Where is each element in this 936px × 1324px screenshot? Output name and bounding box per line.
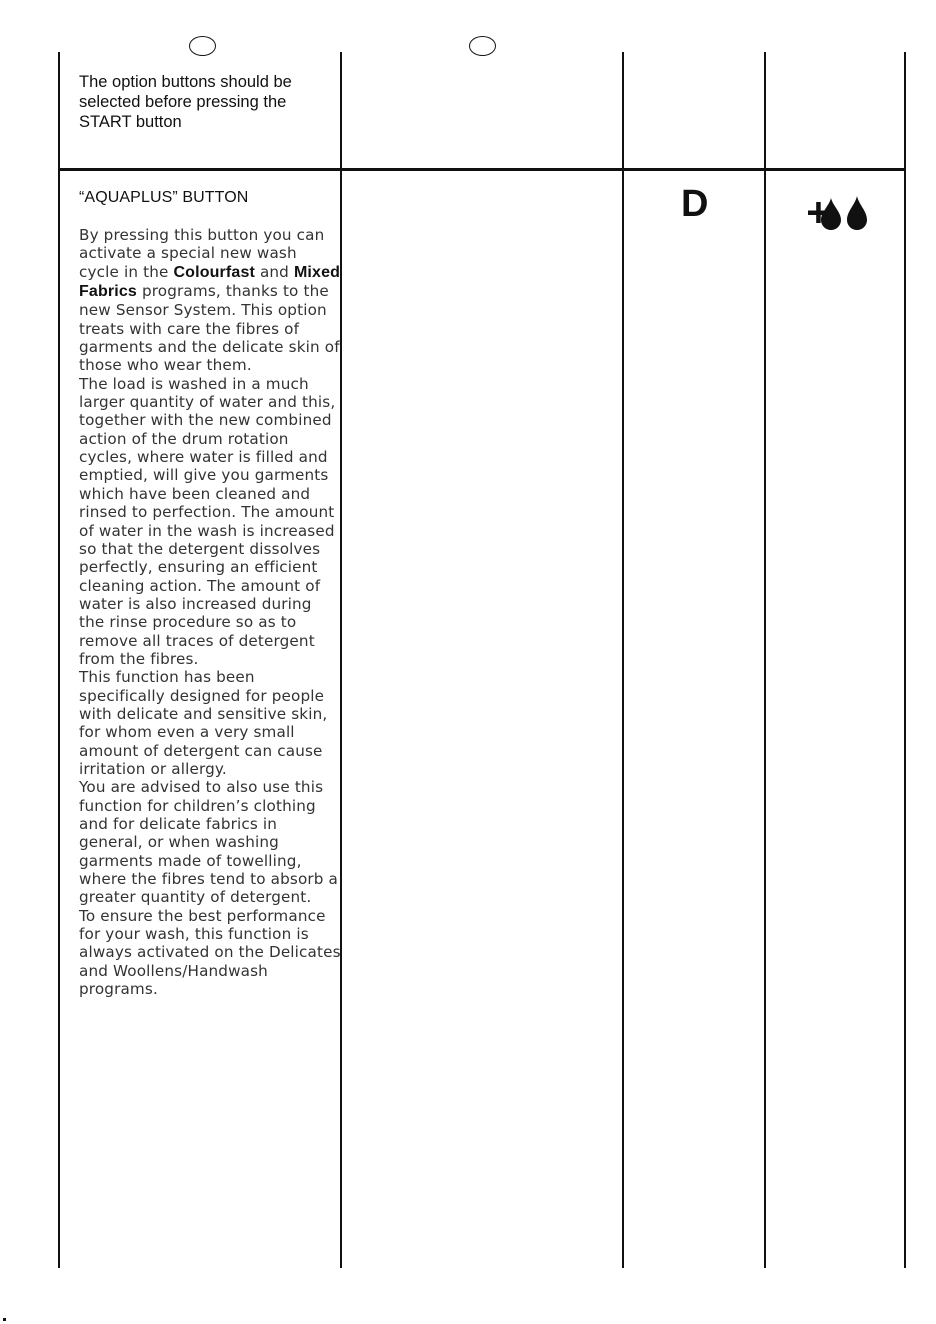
language-circle-2 xyxy=(469,36,496,56)
option-buttons-note: The option buttons should be selected before pressing the START button xyxy=(79,73,292,131)
paragraph-sensitive-skin: This function has been specifically designed for people with delicate and sensitive skin, for whom even a very small amount of detergent can cause irritation or allergy. xyxy=(79,668,328,778)
section-title: “AQUAPLUS” BUTTON xyxy=(79,189,249,206)
program-name-colourfast: Colourfast xyxy=(173,263,255,281)
program-name-mixed-fabrics: Mixed Fabrics xyxy=(79,263,341,301)
plus-water-drops-icon xyxy=(808,192,872,234)
paragraph-water-quantity: The load is washed in a much larger quantity of water and this, together with the new combined action of the drum rotation cycles, where water is filled and emptied, will give you garments which have been cleaned and rinsed to perfection. The amount of water in the wash is increased so that the detergent dissolves perfectly, ensuring an efficient cleaning action. The amount of water is also increased during the rinse procedure so as to remove all traces of detergent from the fibres. xyxy=(79,374,336,668)
paragraph-auto-activation: To ensure the best performance for your wash, this function is always activated on the Delicates and Woollens/Handwash programs. xyxy=(79,906,341,999)
column-divider-4 xyxy=(764,52,766,1268)
scan-mark xyxy=(3,1318,6,1321)
column-divider-3 xyxy=(622,52,624,1268)
button-letter: D xyxy=(681,183,709,225)
row-divider xyxy=(59,168,906,171)
paragraph-advice: You are advised to also use this function for children’s clothing and for delicate fabrics in general, or when washing garments made of towelling, where the fibres tend to absorb a greater quantity of detergent. xyxy=(79,778,339,907)
language-circle-1 xyxy=(189,36,216,56)
column-divider-right xyxy=(904,52,906,1268)
column-divider-left xyxy=(58,52,60,1268)
paragraph-intro: By pressing this button you can activate a special new wash cycle in the Colourfast and Mixed Fabrics programs, thanks to the new Sensor System. This option treats with care the fibres of garments and the delicate skin of those who wear them. xyxy=(79,226,341,375)
aquaplus-description xyxy=(79,226,341,998)
